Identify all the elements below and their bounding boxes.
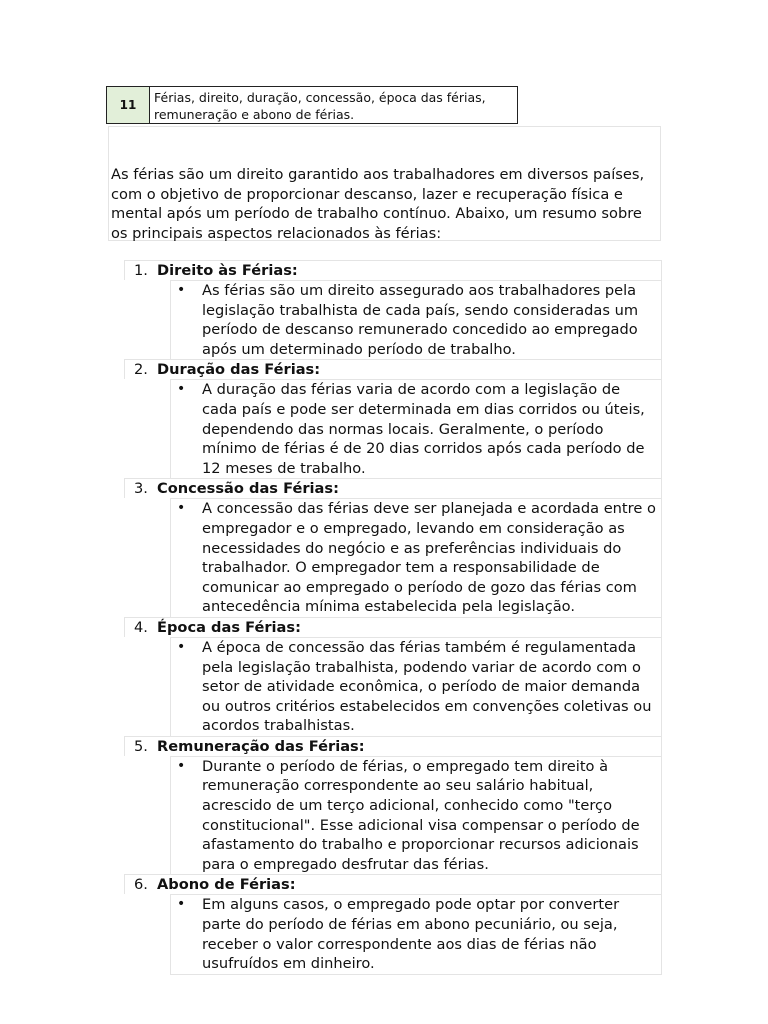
section-header — [106, 86, 518, 124]
item-heading: Remuneração das Férias: — [157, 737, 365, 755]
bullet-icon: • — [177, 757, 186, 774]
list-item-title — [124, 874, 662, 894]
bullet-icon: • — [177, 638, 186, 655]
item-number: 1. — [134, 262, 148, 279]
section-title — [150, 87, 517, 123]
item-number: 2. — [134, 361, 148, 379]
bullet-icon: • — [177, 282, 186, 298]
list-item-title — [124, 478, 662, 498]
list-item-body — [170, 637, 662, 736]
item-heading: Direito às Férias: — [157, 262, 298, 279]
item-number: 5. — [134, 737, 148, 755]
list-item-body — [170, 894, 662, 973]
item-text: A época de concessão das férias também é regulamentada pela legislação trabalhista, podendo variar de acordo com o setor de atividade econômica, o período de maior demanda ou outros critérios estabelecidos em convenções coletivas ou acordos trabalhistas. — [202, 638, 652, 735]
item-text: A duração das férias varia de acordo com a legislação de cada país e pode ser determinada em dias corridos ou úteis, dependendo das normas locais. Geralmente, o período mínimo de férias é de 20 dias corridos após cada período de 12 meses de trabalho. — [202, 381, 645, 477]
intro-box — [108, 126, 661, 241]
item-heading: Duração das Férias: — [157, 361, 321, 379]
list-item-body — [170, 498, 662, 617]
list-item-title — [124, 260, 662, 280]
list-item-title — [124, 359, 662, 379]
list-item-title — [124, 736, 662, 756]
list-item-body — [170, 379, 662, 478]
item-heading: Concessão das Férias: — [157, 480, 339, 498]
intro-paragraph: As férias são um direito garantido aos trabalhadores em diversos países, com o objetivo de proporcionar descanso, lazer e recuperação física e mental após um período de trabalho contínuo. Abaixo, um resumo sobre os principais aspectos relacionados às férias: — [111, 166, 645, 242]
list-divider — [170, 974, 662, 975]
section-title-line2: remuneração e abono de férias. — [154, 107, 355, 122]
section-title-line1: Férias, direito, duração, concessão, época das férias, — [154, 90, 486, 105]
item-text: As férias são um direito assegurado aos trabalhadores pela legislação trabalhista de cada país, sendo consideradas um período de descanso remunerado concedido ao empregado após um determinado período de trabalho. — [202, 282, 639, 358]
bullet-icon: • — [177, 500, 186, 517]
list-item-body — [170, 756, 662, 875]
topics-list — [124, 260, 662, 975]
item-number: 3. — [134, 480, 148, 498]
bullet-icon: • — [177, 896, 186, 913]
item-text: A concessão das férias deve ser planejada e acordada entre o empregador e o empregado, levando em consideração as necessidades do negócio e as preferências individuais do trabalhador. O empregador tem a responsabilidade de comunicar ao empregado o período de gozo das férias com antecedência mínima estabelecida pela legislação. — [202, 500, 656, 616]
section-number: 11 — [107, 87, 150, 123]
item-heading: Época das Férias: — [157, 618, 301, 636]
item-number: 6. — [134, 876, 148, 894]
list-item-title — [124, 617, 662, 637]
item-text: Durante o período de férias, o empregado tem direito à remuneração correspondente ao seu salário habitual, acrescido de um terço adicional, conhecido como "terço constitucional". Esse adicional visa compensar o período de afastamento do trabalho e proporcionar recursos adicionais para o empregado desfrutar das férias. — [202, 757, 640, 873]
item-heading: Abono de Férias: — [157, 876, 296, 894]
item-number: 4. — [134, 618, 148, 636]
bullet-icon: • — [177, 381, 186, 398]
item-text: Em alguns casos, o empregado pode optar por converter parte do período de férias em abono pecuniário, ou seja, receber o valor correspondente aos dias de férias não usufruídos em dinheiro. — [202, 896, 620, 973]
list-item-body — [170, 280, 662, 359]
